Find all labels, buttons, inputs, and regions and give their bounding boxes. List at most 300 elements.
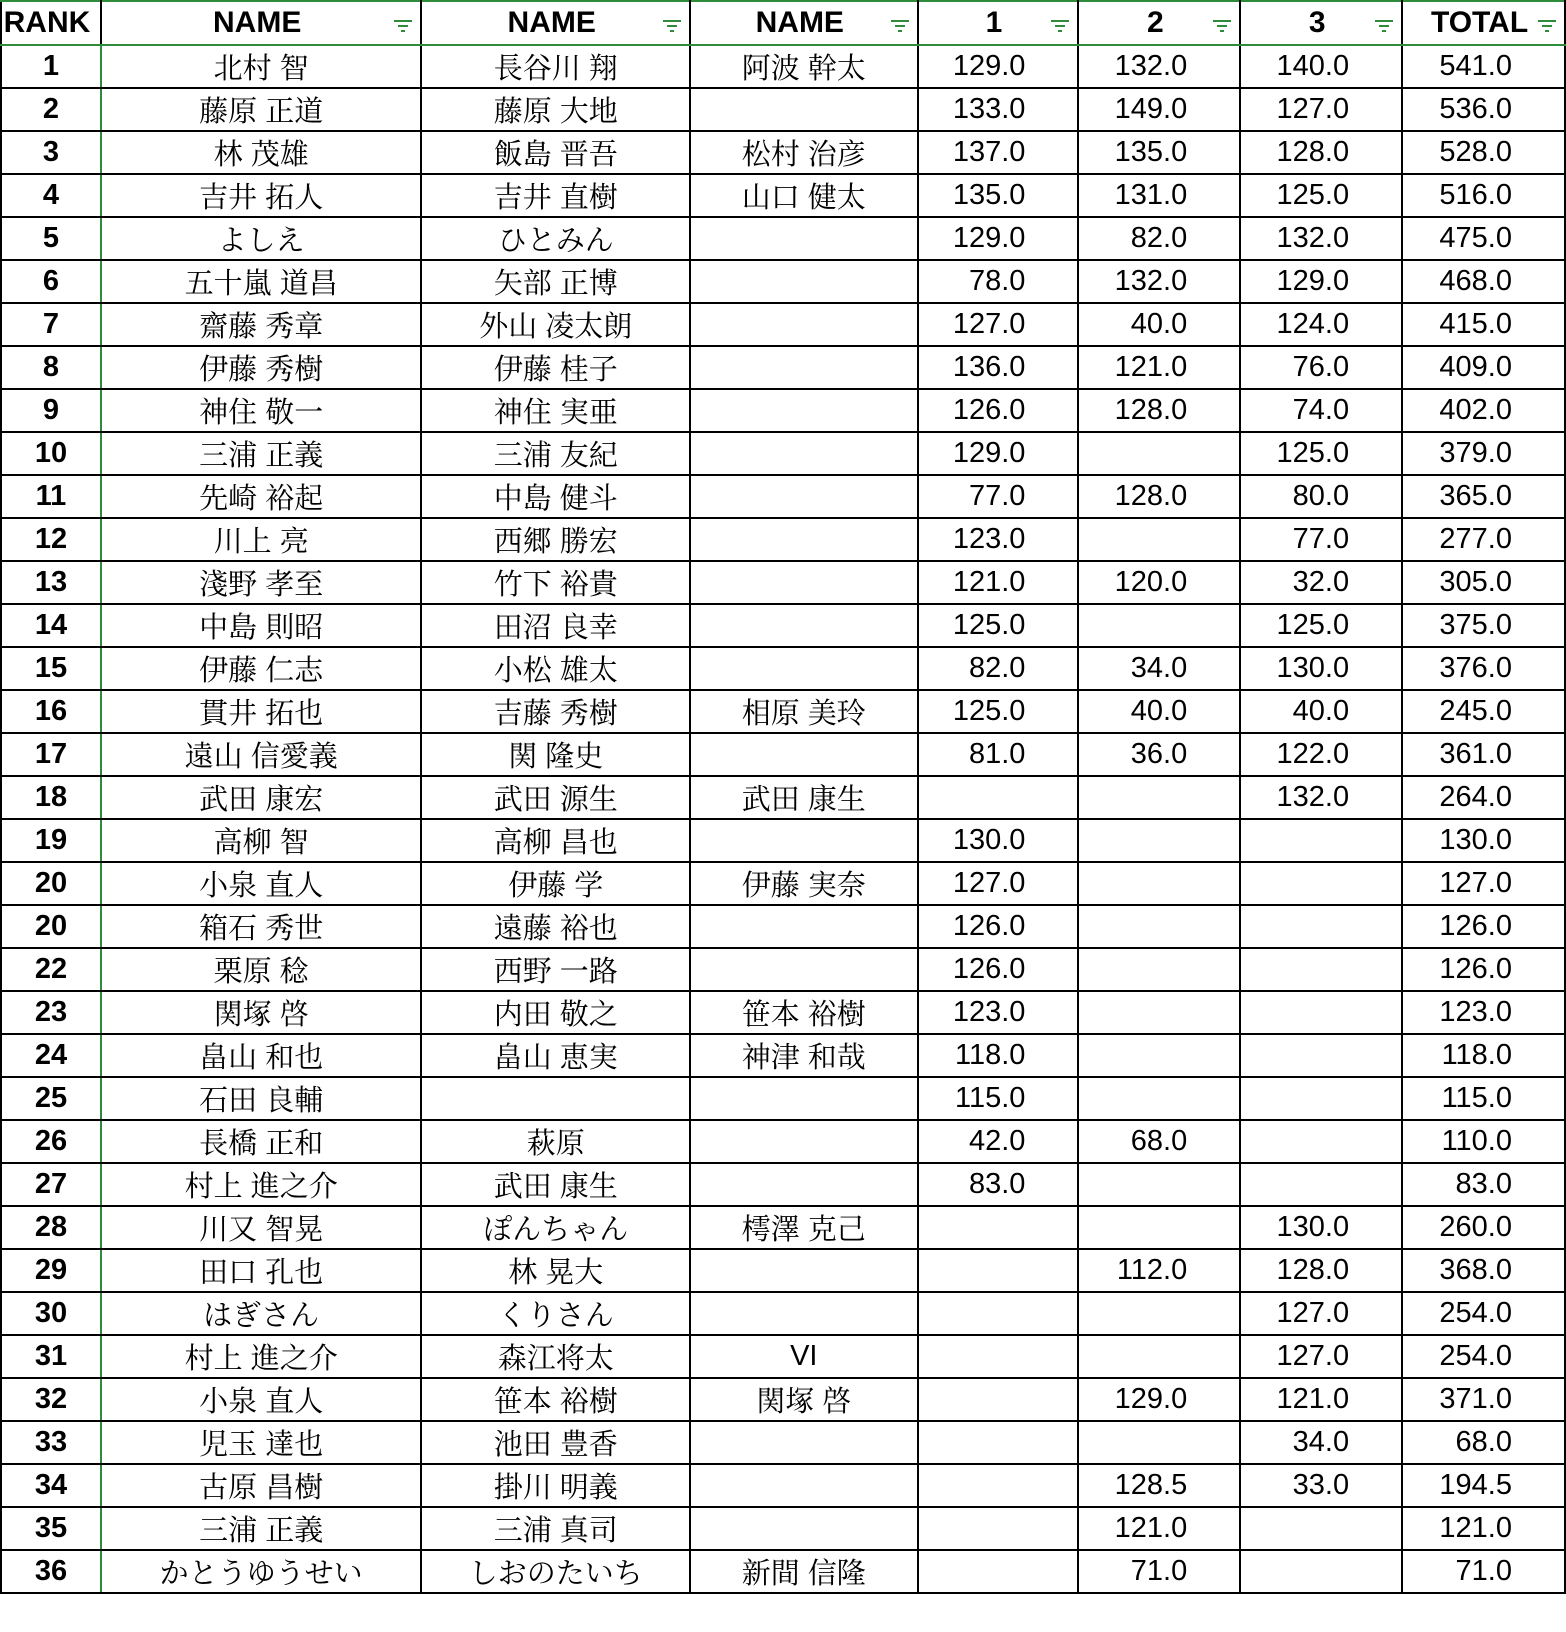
- cell-round-2[interactable]: [1078, 1421, 1240, 1464]
- cell-rank[interactable]: 13: [1, 561, 101, 604]
- cell-name-1[interactable]: 古原 昌樹: [101, 1464, 421, 1507]
- cell-round-1[interactable]: 77.0: [918, 475, 1079, 518]
- cell-round-2[interactable]: [1078, 948, 1240, 991]
- cell-total[interactable]: 409.0: [1402, 346, 1565, 389]
- cell-rank[interactable]: 28: [1, 1206, 101, 1249]
- cell-name-3[interactable]: [690, 647, 918, 690]
- cell-name-1[interactable]: 高柳 智: [101, 819, 421, 862]
- cell-name-1[interactable]: 村上 進之介: [101, 1335, 421, 1378]
- cell-round-3[interactable]: [1240, 1120, 1402, 1163]
- cell-rank[interactable]: 27: [1, 1163, 101, 1206]
- cell-name-2[interactable]: 西郷 勝宏: [421, 518, 690, 561]
- cell-round-3[interactable]: 40.0: [1240, 690, 1402, 733]
- cell-round-3[interactable]: 121.0: [1240, 1378, 1402, 1421]
- cell-name-1[interactable]: 児玉 達也: [101, 1421, 421, 1464]
- cell-total[interactable]: 305.0: [1402, 561, 1565, 604]
- cell-name-1[interactable]: 貫井 拓也: [101, 690, 421, 733]
- cell-name-2[interactable]: 吉藤 秀樹: [421, 690, 690, 733]
- cell-total[interactable]: 277.0: [1402, 518, 1565, 561]
- cell-name-2[interactable]: 矢部 正博: [421, 260, 690, 303]
- cell-rank[interactable]: 19: [1, 819, 101, 862]
- cell-round-1[interactable]: [918, 1206, 1079, 1249]
- cell-name-1[interactable]: 淺野 孝至: [101, 561, 421, 604]
- cell-name-3[interactable]: 樗澤 克己: [690, 1206, 918, 1249]
- cell-round-3[interactable]: 130.0: [1240, 647, 1402, 690]
- cell-round-2[interactable]: [1078, 1292, 1240, 1335]
- filter-icon[interactable]: [1538, 20, 1556, 32]
- cell-round-1[interactable]: 125.0: [918, 604, 1079, 647]
- cell-round-2[interactable]: 40.0: [1078, 303, 1240, 346]
- cell-total[interactable]: 536.0: [1402, 88, 1565, 131]
- cell-round-3[interactable]: 132.0: [1240, 217, 1402, 260]
- cell-name-3[interactable]: [690, 303, 918, 346]
- cell-name-3[interactable]: 関塚 啓: [690, 1378, 918, 1421]
- cell-round-2[interactable]: [1078, 819, 1240, 862]
- cell-round-1[interactable]: [918, 1249, 1079, 1292]
- cell-round-3[interactable]: 32.0: [1240, 561, 1402, 604]
- cell-rank[interactable]: 4: [1, 174, 101, 217]
- cell-name-3[interactable]: 山口 健太: [690, 174, 918, 217]
- cell-round-1[interactable]: 136.0: [918, 346, 1079, 389]
- cell-round-3[interactable]: 125.0: [1240, 174, 1402, 217]
- cell-name-2[interactable]: 笹本 裕樹: [421, 1378, 690, 1421]
- cell-round-2[interactable]: 128.5: [1078, 1464, 1240, 1507]
- cell-round-3[interactable]: 76.0: [1240, 346, 1402, 389]
- cell-total[interactable]: 528.0: [1402, 131, 1565, 174]
- cell-name-1[interactable]: 畠山 和也: [101, 1034, 421, 1077]
- cell-round-3[interactable]: [1240, 905, 1402, 948]
- cell-name-3[interactable]: 松村 治彦: [690, 131, 918, 174]
- cell-rank[interactable]: 8: [1, 346, 101, 389]
- cell-rank[interactable]: 2: [1, 88, 101, 131]
- cell-round-3[interactable]: 127.0: [1240, 1335, 1402, 1378]
- column-header-round-2[interactable]: [1078, 1, 1240, 45]
- cell-name-1[interactable]: 伊藤 仁志: [101, 647, 421, 690]
- cell-total[interactable]: 68.0: [1402, 1421, 1565, 1464]
- cell-name-3[interactable]: [690, 389, 918, 432]
- cell-name-3[interactable]: [690, 1464, 918, 1507]
- cell-rank[interactable]: 9: [1, 389, 101, 432]
- cell-round-1[interactable]: 126.0: [918, 948, 1079, 991]
- cell-total[interactable]: 375.0: [1402, 604, 1565, 647]
- cell-round-2[interactable]: 68.0: [1078, 1120, 1240, 1163]
- cell-round-1[interactable]: 123.0: [918, 518, 1079, 561]
- cell-name-2[interactable]: くりさん: [421, 1292, 690, 1335]
- cell-round-3[interactable]: 74.0: [1240, 389, 1402, 432]
- cell-name-1[interactable]: 林 茂雄: [101, 131, 421, 174]
- column-header-name-3[interactable]: [690, 1, 918, 45]
- cell-round-1[interactable]: 82.0: [918, 647, 1079, 690]
- cell-name-3[interactable]: 笹本 裕樹: [690, 991, 918, 1034]
- cell-total[interactable]: 376.0: [1402, 647, 1565, 690]
- cell-name-2[interactable]: 長谷川 翔: [421, 45, 690, 88]
- cell-round-2[interactable]: [1078, 1206, 1240, 1249]
- cell-round-3[interactable]: 128.0: [1240, 131, 1402, 174]
- cell-round-3[interactable]: 122.0: [1240, 733, 1402, 776]
- filter-icon[interactable]: [1375, 20, 1393, 32]
- cell-round-3[interactable]: [1240, 1077, 1402, 1120]
- cell-round-2[interactable]: [1078, 518, 1240, 561]
- cell-name-3[interactable]: [690, 733, 918, 776]
- filter-icon[interactable]: [891, 20, 909, 32]
- cell-name-1[interactable]: 伊藤 秀樹: [101, 346, 421, 389]
- cell-round-3[interactable]: 128.0: [1240, 1249, 1402, 1292]
- cell-name-2[interactable]: 高柳 昌也: [421, 819, 690, 862]
- cell-rank[interactable]: 18: [1, 776, 101, 819]
- cell-round-1[interactable]: [918, 1335, 1079, 1378]
- cell-round-1[interactable]: 42.0: [918, 1120, 1079, 1163]
- cell-round-3[interactable]: [1240, 819, 1402, 862]
- cell-total[interactable]: 118.0: [1402, 1034, 1565, 1077]
- cell-rank[interactable]: 7: [1, 303, 101, 346]
- cell-total[interactable]: 379.0: [1402, 432, 1565, 475]
- cell-round-2[interactable]: 112.0: [1078, 1249, 1240, 1292]
- cell-rank[interactable]: 26: [1, 1120, 101, 1163]
- cell-round-2[interactable]: 120.0: [1078, 561, 1240, 604]
- cell-total[interactable]: 126.0: [1402, 948, 1565, 991]
- cell-round-2[interactable]: 121.0: [1078, 346, 1240, 389]
- cell-round-2[interactable]: 36.0: [1078, 733, 1240, 776]
- cell-name-1[interactable]: 中島 則昭: [101, 604, 421, 647]
- cell-round-2[interactable]: 82.0: [1078, 217, 1240, 260]
- cell-name-3[interactable]: 新間 信隆: [690, 1550, 918, 1593]
- cell-round-2[interactable]: 129.0: [1078, 1378, 1240, 1421]
- cell-name-3[interactable]: 武田 康生: [690, 776, 918, 819]
- cell-round-3[interactable]: 125.0: [1240, 432, 1402, 475]
- cell-round-2[interactable]: [1078, 776, 1240, 819]
- cell-round-1[interactable]: [918, 776, 1079, 819]
- cell-total[interactable]: 254.0: [1402, 1292, 1565, 1335]
- cell-name-1[interactable]: はぎさん: [101, 1292, 421, 1335]
- cell-round-2[interactable]: 34.0: [1078, 647, 1240, 690]
- cell-name-2[interactable]: 小松 雄太: [421, 647, 690, 690]
- cell-round-2[interactable]: [1078, 604, 1240, 647]
- cell-round-3[interactable]: 34.0: [1240, 1421, 1402, 1464]
- cell-name-1[interactable]: 小泉 直人: [101, 1378, 421, 1421]
- cell-total[interactable]: 468.0: [1402, 260, 1565, 303]
- cell-name-2[interactable]: ぽんちゃん: [421, 1206, 690, 1249]
- cell-name-3[interactable]: [690, 475, 918, 518]
- cell-round-1[interactable]: 126.0: [918, 389, 1079, 432]
- cell-round-3[interactable]: 125.0: [1240, 604, 1402, 647]
- cell-total[interactable]: 126.0: [1402, 905, 1565, 948]
- cell-round-1[interactable]: 115.0: [918, 1077, 1079, 1120]
- cell-name-3[interactable]: VI: [690, 1335, 918, 1378]
- cell-round-3[interactable]: [1240, 948, 1402, 991]
- cell-round-3[interactable]: 130.0: [1240, 1206, 1402, 1249]
- cell-name-1[interactable]: 藤原 正道: [101, 88, 421, 131]
- cell-total[interactable]: 371.0: [1402, 1378, 1565, 1421]
- cell-round-1[interactable]: 129.0: [918, 45, 1079, 88]
- cell-round-1[interactable]: 130.0: [918, 819, 1079, 862]
- cell-rank[interactable]: 20: [1, 862, 101, 905]
- cell-round-1[interactable]: [918, 1464, 1079, 1507]
- cell-round-3[interactable]: 129.0: [1240, 260, 1402, 303]
- cell-name-1[interactable]: 吉井 拓人: [101, 174, 421, 217]
- cell-rank[interactable]: 34: [1, 1464, 101, 1507]
- cell-total[interactable]: 541.0: [1402, 45, 1565, 88]
- cell-name-2[interactable]: 池田 豊香: [421, 1421, 690, 1464]
- cell-name-2[interactable]: ひとみん: [421, 217, 690, 260]
- cell-rank[interactable]: 16: [1, 690, 101, 733]
- column-header-total[interactable]: [1402, 1, 1565, 45]
- cell-round-3[interactable]: 127.0: [1240, 1292, 1402, 1335]
- cell-round-3[interactable]: [1240, 1034, 1402, 1077]
- cell-name-2[interactable]: 藤原 大地: [421, 88, 690, 131]
- cell-round-2[interactable]: 128.0: [1078, 389, 1240, 432]
- cell-name-1[interactable]: 田口 孔也: [101, 1249, 421, 1292]
- cell-round-2[interactable]: 135.0: [1078, 131, 1240, 174]
- cell-name-2[interactable]: 飯島 晋吾: [421, 131, 690, 174]
- cell-rank[interactable]: 17: [1, 733, 101, 776]
- cell-name-1[interactable]: 石田 良輔: [101, 1077, 421, 1120]
- cell-name-1[interactable]: 村上 進之介: [101, 1163, 421, 1206]
- cell-rank[interactable]: 23: [1, 991, 101, 1034]
- cell-round-2[interactable]: 128.0: [1078, 475, 1240, 518]
- cell-name-3[interactable]: [690, 1421, 918, 1464]
- cell-total[interactable]: 254.0: [1402, 1335, 1565, 1378]
- cell-name-3[interactable]: [690, 1120, 918, 1163]
- cell-name-3[interactable]: 伊藤 実奈: [690, 862, 918, 905]
- cell-name-1[interactable]: 小泉 直人: [101, 862, 421, 905]
- cell-name-1[interactable]: 栗原 稔: [101, 948, 421, 991]
- cell-rank[interactable]: 6: [1, 260, 101, 303]
- cell-name-1[interactable]: 武田 康宏: [101, 776, 421, 819]
- cell-round-1[interactable]: 78.0: [918, 260, 1079, 303]
- cell-round-2[interactable]: 121.0: [1078, 1507, 1240, 1550]
- cell-name-2[interactable]: 武田 源生: [421, 776, 690, 819]
- cell-name-1[interactable]: 関塚 啓: [101, 991, 421, 1034]
- cell-rank[interactable]: 30: [1, 1292, 101, 1335]
- cell-rank[interactable]: 12: [1, 518, 101, 561]
- cell-round-1[interactable]: 127.0: [918, 862, 1079, 905]
- cell-name-1[interactable]: 長橋 正和: [101, 1120, 421, 1163]
- cell-total[interactable]: 415.0: [1402, 303, 1565, 346]
- cell-name-3[interactable]: [690, 260, 918, 303]
- cell-rank[interactable]: 35: [1, 1507, 101, 1550]
- cell-name-3[interactable]: [690, 1292, 918, 1335]
- cell-round-3[interactable]: [1240, 1163, 1402, 1206]
- cell-rank[interactable]: 31: [1, 1335, 101, 1378]
- cell-round-1[interactable]: 118.0: [918, 1034, 1079, 1077]
- cell-round-1[interactable]: 83.0: [918, 1163, 1079, 1206]
- cell-name-2[interactable]: 森江将太: [421, 1335, 690, 1378]
- cell-round-1[interactable]: 121.0: [918, 561, 1079, 604]
- column-header-round-1[interactable]: [918, 1, 1079, 45]
- cell-total[interactable]: 361.0: [1402, 733, 1565, 776]
- cell-round-1[interactable]: 126.0: [918, 905, 1079, 948]
- cell-round-1[interactable]: [918, 1421, 1079, 1464]
- cell-name-1[interactable]: 三浦 正義: [101, 432, 421, 475]
- cell-round-2[interactable]: [1078, 1163, 1240, 1206]
- cell-rank[interactable]: 14: [1, 604, 101, 647]
- cell-name-2[interactable]: 内田 敬之: [421, 991, 690, 1034]
- cell-round-1[interactable]: 123.0: [918, 991, 1079, 1034]
- cell-name-1[interactable]: 箱石 秀世: [101, 905, 421, 948]
- cell-name-2[interactable]: 伊藤 桂子: [421, 346, 690, 389]
- cell-round-2[interactable]: [1078, 1335, 1240, 1378]
- cell-name-2[interactable]: 伊藤 学: [421, 862, 690, 905]
- cell-name-2[interactable]: 中島 健斗: [421, 475, 690, 518]
- column-header-rank[interactable]: [1, 1, 101, 45]
- cell-round-3[interactable]: 33.0: [1240, 1464, 1402, 1507]
- cell-name-3[interactable]: [690, 346, 918, 389]
- cell-rank[interactable]: 1: [1, 45, 101, 88]
- cell-total[interactable]: 121.0: [1402, 1507, 1565, 1550]
- cell-round-3[interactable]: [1240, 1507, 1402, 1550]
- cell-name-3[interactable]: [690, 905, 918, 948]
- cell-total[interactable]: 260.0: [1402, 1206, 1565, 1249]
- cell-rank[interactable]: 25: [1, 1077, 101, 1120]
- column-header-name-2[interactable]: [421, 1, 690, 45]
- cell-name-3[interactable]: [690, 1163, 918, 1206]
- cell-total[interactable]: 71.0: [1402, 1550, 1565, 1593]
- cell-round-2[interactable]: [1078, 991, 1240, 1034]
- cell-name-2[interactable]: [421, 1077, 690, 1120]
- cell-total[interactable]: 402.0: [1402, 389, 1565, 432]
- cell-name-1[interactable]: 先崎 裕起: [101, 475, 421, 518]
- cell-name-3[interactable]: [690, 561, 918, 604]
- cell-round-2[interactable]: [1078, 432, 1240, 475]
- cell-name-3[interactable]: [690, 819, 918, 862]
- cell-round-2[interactable]: 71.0: [1078, 1550, 1240, 1593]
- cell-round-2[interactable]: [1078, 1034, 1240, 1077]
- cell-name-2[interactable]: しおのたいち: [421, 1550, 690, 1593]
- cell-name-1[interactable]: 北村 智: [101, 45, 421, 88]
- cell-rank[interactable]: 33: [1, 1421, 101, 1464]
- cell-round-3[interactable]: [1240, 991, 1402, 1034]
- cell-round-2[interactable]: 132.0: [1078, 260, 1240, 303]
- cell-rank[interactable]: 24: [1, 1034, 101, 1077]
- filter-icon[interactable]: [1213, 20, 1231, 32]
- cell-name-3[interactable]: [690, 518, 918, 561]
- cell-round-3[interactable]: 77.0: [1240, 518, 1402, 561]
- cell-name-2[interactable]: 林 晃大: [421, 1249, 690, 1292]
- cell-round-1[interactable]: 135.0: [918, 174, 1079, 217]
- cell-rank[interactable]: 11: [1, 475, 101, 518]
- cell-round-1[interactable]: [918, 1550, 1079, 1593]
- cell-name-2[interactable]: 遠藤 裕也: [421, 905, 690, 948]
- cell-rank[interactable]: 3: [1, 131, 101, 174]
- filter-icon[interactable]: [1051, 20, 1069, 32]
- cell-name-1[interactable]: 川上 亮: [101, 518, 421, 561]
- cell-name-1[interactable]: 五十嵐 道昌: [101, 260, 421, 303]
- cell-round-2[interactable]: 149.0: [1078, 88, 1240, 131]
- cell-round-3[interactable]: [1240, 1550, 1402, 1593]
- cell-name-1[interactable]: かとうゆうせい: [101, 1550, 421, 1593]
- cell-name-3[interactable]: [690, 432, 918, 475]
- cell-round-3[interactable]: 80.0: [1240, 475, 1402, 518]
- cell-name-2[interactable]: 吉井 直樹: [421, 174, 690, 217]
- cell-name-3[interactable]: [690, 604, 918, 647]
- cell-round-1[interactable]: 133.0: [918, 88, 1079, 131]
- cell-name-1[interactable]: よしえ: [101, 217, 421, 260]
- cell-round-1[interactable]: 81.0: [918, 733, 1079, 776]
- cell-total[interactable]: 194.5: [1402, 1464, 1565, 1507]
- cell-name-2[interactable]: 関 隆史: [421, 733, 690, 776]
- cell-total[interactable]: 123.0: [1402, 991, 1565, 1034]
- cell-rank[interactable]: 32: [1, 1378, 101, 1421]
- cell-name-2[interactable]: 畠山 恵実: [421, 1034, 690, 1077]
- cell-total[interactable]: 475.0: [1402, 217, 1565, 260]
- cell-name-3[interactable]: 相原 美玲: [690, 690, 918, 733]
- cell-round-1[interactable]: 127.0: [918, 303, 1079, 346]
- cell-rank[interactable]: 5: [1, 217, 101, 260]
- cell-name-2[interactable]: 掛川 明義: [421, 1464, 690, 1507]
- cell-name-1[interactable]: 三浦 正義: [101, 1507, 421, 1550]
- cell-total[interactable]: 115.0: [1402, 1077, 1565, 1120]
- cell-name-2[interactable]: 田沼 良幸: [421, 604, 690, 647]
- cell-name-3[interactable]: [690, 1249, 918, 1292]
- cell-round-2[interactable]: 40.0: [1078, 690, 1240, 733]
- cell-rank[interactable]: 22: [1, 948, 101, 991]
- cell-name-1[interactable]: 齋藤 秀章: [101, 303, 421, 346]
- cell-rank[interactable]: 36: [1, 1550, 101, 1593]
- cell-total[interactable]: 368.0: [1402, 1249, 1565, 1292]
- cell-total[interactable]: 245.0: [1402, 690, 1565, 733]
- cell-name-3[interactable]: 阿波 幹太: [690, 45, 918, 88]
- cell-name-2[interactable]: 外山 凌太朗: [421, 303, 690, 346]
- cell-total[interactable]: 516.0: [1402, 174, 1565, 217]
- cell-round-3[interactable]: 140.0: [1240, 45, 1402, 88]
- column-header-round-3[interactable]: [1240, 1, 1402, 45]
- cell-name-3[interactable]: [690, 88, 918, 131]
- cell-round-1[interactable]: 137.0: [918, 131, 1079, 174]
- cell-total[interactable]: 264.0: [1402, 776, 1565, 819]
- cell-total[interactable]: 83.0: [1402, 1163, 1565, 1206]
- cell-round-1[interactable]: 129.0: [918, 432, 1079, 475]
- cell-name-2[interactable]: 萩原: [421, 1120, 690, 1163]
- cell-name-3[interactable]: 神津 和哉: [690, 1034, 918, 1077]
- cell-total[interactable]: 110.0: [1402, 1120, 1565, 1163]
- cell-name-3[interactable]: [690, 1507, 918, 1550]
- cell-round-3[interactable]: 124.0: [1240, 303, 1402, 346]
- cell-round-2[interactable]: 131.0: [1078, 174, 1240, 217]
- cell-name-2[interactable]: 神住 実亜: [421, 389, 690, 432]
- filter-icon[interactable]: [663, 20, 681, 32]
- cell-round-1[interactable]: [918, 1378, 1079, 1421]
- cell-name-2[interactable]: 西野 一路: [421, 948, 690, 991]
- cell-rank[interactable]: 10: [1, 432, 101, 475]
- cell-round-3[interactable]: [1240, 862, 1402, 905]
- cell-rank[interactable]: 29: [1, 1249, 101, 1292]
- cell-name-2[interactable]: 武田 康生: [421, 1163, 690, 1206]
- cell-round-3[interactable]: 132.0: [1240, 776, 1402, 819]
- filter-icon[interactable]: [394, 20, 412, 32]
- cell-name-1[interactable]: 遠山 信愛義: [101, 733, 421, 776]
- cell-round-1[interactable]: [918, 1292, 1079, 1335]
- cell-name-1[interactable]: 川又 智晃: [101, 1206, 421, 1249]
- cell-name-2[interactable]: 三浦 友紀: [421, 432, 690, 475]
- cell-name-3[interactable]: [690, 1077, 918, 1120]
- cell-round-3[interactable]: 127.0: [1240, 88, 1402, 131]
- cell-name-2[interactable]: 竹下 裕貴: [421, 561, 690, 604]
- cell-name-3[interactable]: [690, 948, 918, 991]
- column-header-name-1[interactable]: [101, 1, 421, 45]
- cell-total[interactable]: 127.0: [1402, 862, 1565, 905]
- cell-round-2[interactable]: [1078, 1077, 1240, 1120]
- cell-round-2[interactable]: [1078, 905, 1240, 948]
- cell-rank[interactable]: 15: [1, 647, 101, 690]
- cell-name-3[interactable]: [690, 217, 918, 260]
- cell-total[interactable]: 130.0: [1402, 819, 1565, 862]
- cell-name-1[interactable]: 神住 敬一: [101, 389, 421, 432]
- cell-round-1[interactable]: 125.0: [918, 690, 1079, 733]
- cell-round-2[interactable]: 132.0: [1078, 45, 1240, 88]
- cell-name-2[interactable]: 三浦 真司: [421, 1507, 690, 1550]
- cell-round-2[interactable]: [1078, 862, 1240, 905]
- cell-rank[interactable]: 20: [1, 905, 101, 948]
